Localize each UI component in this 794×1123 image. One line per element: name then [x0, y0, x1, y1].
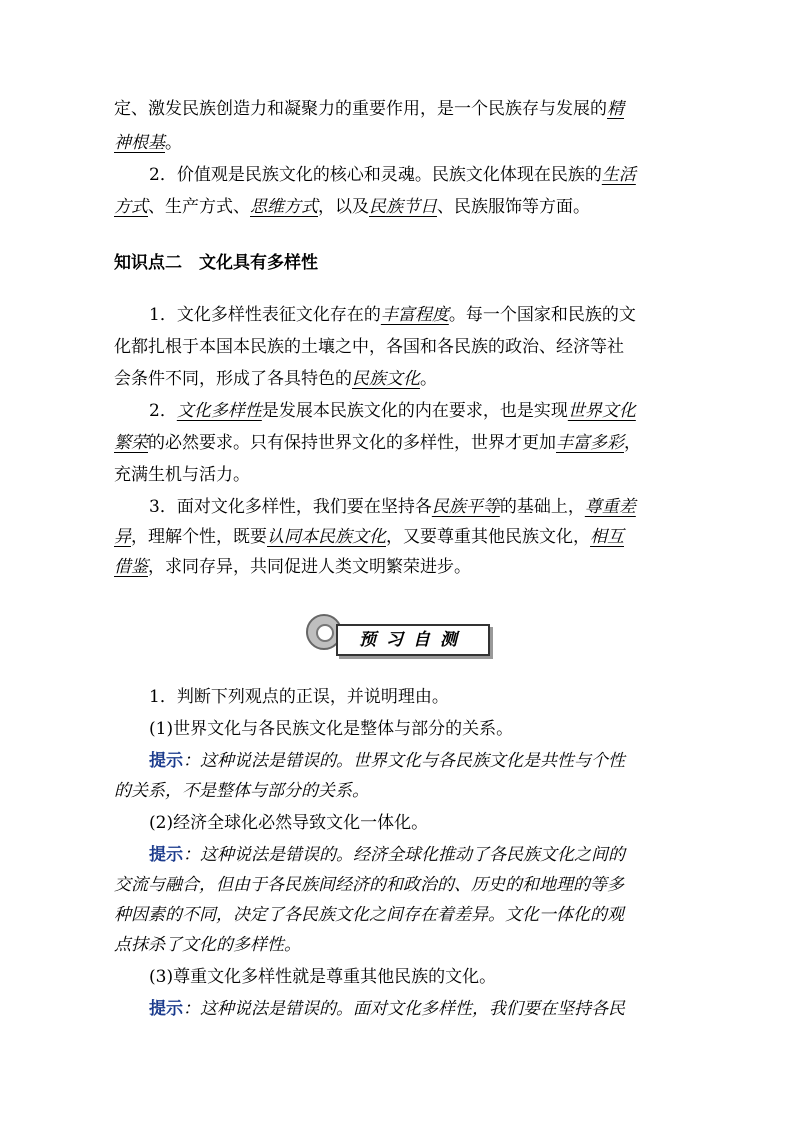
statement: (2)经济全球化必然导致文化一体化。	[149, 813, 429, 833]
paragraph-line: 化都扎根于本国本民族的土壤之中，各国和各民族的政治、经济等社	[114, 337, 624, 357]
text: ，以及	[318, 197, 369, 217]
text: 。每一个国家和民族的文	[448, 305, 636, 325]
paragraph-line	[114, 92, 684, 126]
underlined-keyword: 民族节日	[369, 197, 437, 217]
hint-line	[114, 898, 684, 932]
hint-label: 提示	[149, 845, 183, 865]
underlined-keyword: 尊重差	[584, 497, 636, 517]
hint-text: 点抹杀了文化的多样性。	[114, 935, 301, 955]
underlined-keyword: 民族平等	[431, 497, 500, 517]
underlined-keyword: 生活	[601, 165, 636, 185]
underlined-keyword: 繁荣	[114, 433, 148, 453]
underlined-keyword: 丰富多彩	[556, 433, 624, 453]
paragraph-line	[114, 520, 684, 554]
hint-label: 提示	[149, 751, 183, 771]
underlined-keyword: 世界文化	[567, 401, 636, 421]
hint-line	[149, 838, 719, 872]
hint-line	[149, 992, 719, 1026]
text: ，又要尊重其他民族文化，	[386, 527, 590, 547]
question: 1．判断下列观点的正误，并说明理由。	[149, 687, 449, 707]
paragraph-line	[149, 490, 719, 524]
text: ，理解个性，既要	[131, 527, 267, 547]
paragraph-line	[149, 394, 719, 428]
section-heading: 知识点二 文化具有多样性	[114, 253, 318, 273]
hint-text: 种因素的不同，决定了各民族文化之间存在着差异。文化一体化的观	[114, 905, 624, 925]
underlined-keyword: 思维方式	[250, 197, 318, 217]
text: 的基础上，	[499, 497, 585, 517]
paragraph-line	[114, 126, 684, 160]
underlined-keyword: 民族文化	[352, 369, 420, 389]
hint-text: ：这种说法是错误的。经济全球化推动了各民族文化之间的	[183, 845, 625, 865]
banner-title: 预习自测	[336, 624, 490, 656]
text: 。	[420, 369, 437, 389]
text: 2．价值观是民族文化的核心和灵魂。民族文化体现在民族的	[149, 165, 602, 185]
paragraph-line: 充满生机与活力。	[114, 465, 250, 485]
paragraph-line	[114, 190, 684, 224]
text: 、生产方式、	[148, 197, 250, 217]
paragraph-line	[114, 550, 684, 584]
text: 1．文化多样性表征文化存在的	[149, 305, 381, 325]
hint-line	[149, 744, 719, 778]
disc-inner-icon	[316, 624, 334, 642]
paragraph-line	[149, 158, 719, 192]
hint-line	[114, 774, 684, 808]
underlined-keyword: 异	[114, 527, 131, 547]
underlined-keyword: 方式	[114, 197, 148, 217]
underlined-keyword: 文化多样性	[176, 401, 262, 421]
text: 。	[165, 133, 182, 153]
hint-label: 提示	[149, 999, 183, 1019]
hint-line	[114, 928, 684, 962]
hint-text: ：这种说法是错误的。世界文化与各民族文化是共性与个性	[183, 751, 625, 771]
text: ，求同存异，共同促进人类文明繁荣进步。	[148, 557, 471, 577]
hint-line	[114, 868, 684, 902]
paragraph-line	[114, 426, 684, 460]
statement: (1)世界文化与各民族文化是整体与部分的关系。	[149, 719, 514, 739]
text: 的必然要求。只有保持世界文化的多样性，世界才更加	[148, 433, 556, 453]
text: 、民族服饰等方面。	[437, 197, 590, 217]
hint-text: ：这种说法是错误的。面对文化多样性，我们要在坚持各民	[183, 999, 625, 1019]
statement: (3)尊重文化多样性就是尊重其他民族的文化。	[149, 967, 497, 987]
underlined-keyword: 神根基	[114, 133, 165, 153]
text: 2．	[149, 401, 177, 421]
paragraph-line	[149, 298, 719, 332]
hint-text: 的关系，不是整体与部分的关系。	[114, 781, 369, 801]
underlined-keyword: 丰富程度	[380, 305, 449, 325]
text: 是发展本民族文化的内在要求，也是实现	[261, 401, 568, 421]
text: 定、激发民族创造力和凝聚力的重要作用，是一个民族存与发展的	[114, 99, 607, 119]
underlined-keyword: 精	[607, 99, 624, 119]
underlined-keyword: 相互	[590, 527, 624, 547]
text: 3．面对文化多样性，我们要在坚持各	[149, 497, 432, 517]
underlined-keyword: 借鉴	[114, 557, 148, 577]
underlined-keyword: 认同本民族文化	[267, 527, 386, 547]
text: ，	[624, 433, 641, 453]
text: 会条件不同，形成了各具特色的	[114, 369, 352, 389]
paragraph-line	[114, 362, 684, 396]
section-banner	[306, 612, 488, 656]
hint-text: 交流与融合，但由于各民族间经济的和政治的、历史的和地理的等多	[114, 875, 624, 895]
